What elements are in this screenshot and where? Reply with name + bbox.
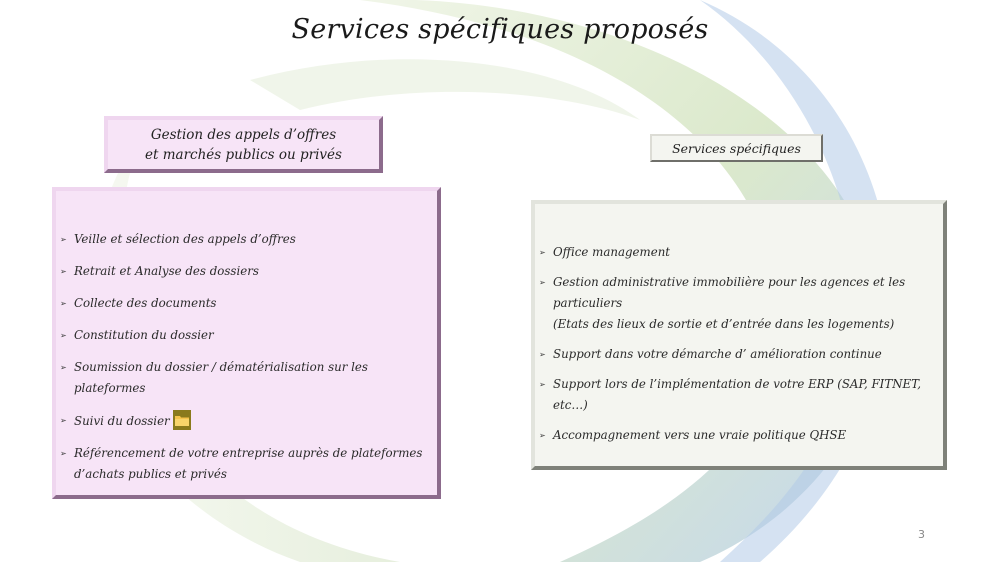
list-item: ➢ Suivi du dossier bbox=[60, 410, 427, 432]
left-header-line1: Gestion des appels d’offres bbox=[150, 126, 337, 143]
bullet-arrow-icon: ➢ bbox=[60, 331, 67, 340]
list-item-note: (Etats des lieux de sortie et d’entrée dans les logements) bbox=[553, 317, 895, 331]
bullet-arrow-icon: ➢ bbox=[539, 350, 546, 359]
list-item: ➢ Veille et sélection des appels d’offres bbox=[60, 229, 427, 250]
list-item: ➢ Accompagnement vers une vraie politique QHSE bbox=[539, 425, 937, 446]
slide-title: Services spécifiques proposés bbox=[291, 14, 709, 45]
list-item: ➢ Référencement de votre entreprise auprès de plateformes d’achats publics et privés bbox=[60, 443, 427, 485]
right-panel-header: Services spécifiques bbox=[650, 134, 823, 162]
list-item: ➢ Office management bbox=[539, 242, 937, 263]
left-panel-header bbox=[104, 116, 383, 173]
bullet-arrow-icon: ➢ bbox=[60, 235, 67, 244]
bullet-arrow-icon: ➢ bbox=[539, 248, 546, 257]
bullet-arrow-icon: ➢ bbox=[60, 299, 67, 308]
left-header-line2: et marchés publics ou privés bbox=[145, 146, 342, 163]
bullet-arrow-icon: ➢ bbox=[60, 267, 67, 276]
bullet-arrow-icon: ➢ bbox=[60, 449, 67, 458]
list-item: ➢ Support lors de l’implémentation de votre ERP (SAP, FITNET, etc…) bbox=[539, 374, 937, 416]
list-item: ➢ Support dans votre démarche d’ amélioration continue bbox=[539, 344, 937, 365]
bullet-arrow-icon: ➢ bbox=[539, 431, 546, 440]
bullet-arrow-icon: ➢ bbox=[60, 416, 67, 425]
list-item: ➢ Gestion administrative immobilière pour les agences et les particuliers (Etats des lieux de sortie et d’entrée dans les logements) bbox=[539, 272, 937, 335]
list-item: ➢ Soumission du dossier / dématérialisation sur les plateformes bbox=[60, 357, 427, 399]
left-services-list bbox=[52, 187, 441, 499]
right-services-list bbox=[531, 200, 947, 470]
folder-icon[interactable] bbox=[173, 410, 191, 430]
bullet-arrow-icon: ➢ bbox=[60, 363, 67, 372]
bullet-arrow-icon: ➢ bbox=[539, 380, 546, 389]
list-item: ➢ Constitution du dossier bbox=[60, 325, 427, 346]
list-item: ➢ Collecte des documents bbox=[60, 293, 427, 314]
bullet-arrow-icon: ➢ bbox=[539, 278, 546, 287]
list-item: ➢ Retrait et Analyse des dossiers bbox=[60, 261, 427, 282]
page-number: 3 bbox=[918, 528, 925, 541]
